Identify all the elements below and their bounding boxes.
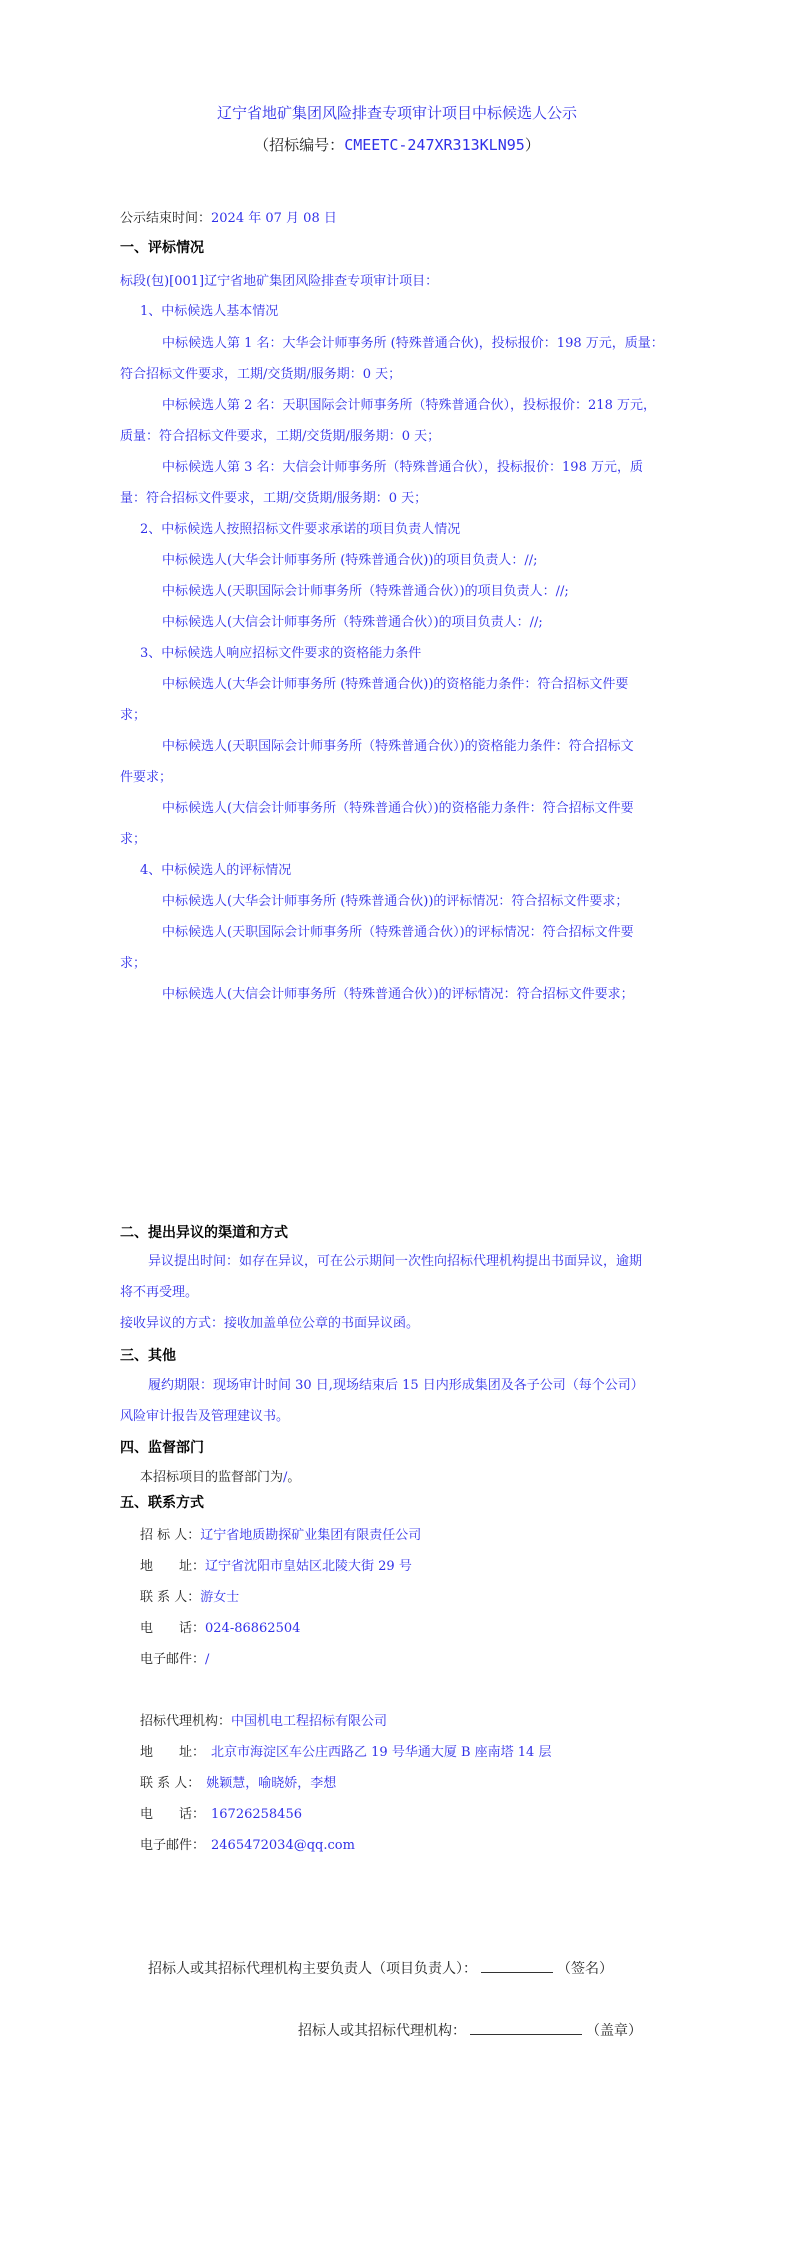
section-5-heading: 五、联系方式 (120, 1495, 204, 1511)
tender-code (0, 134, 794, 155)
section-1-heading: 一、评标情况 (120, 240, 204, 256)
agency-contact-value: 姚颖慧，喻晓娇，李想 (206, 1776, 337, 1791)
candidate-2-line-1: 中标候选人第 2 名：天职国际会计师事务所（特殊普通合伙），投标报价：218 万元， (162, 398, 656, 413)
agency-contact-label: 联 系 人： (140, 1776, 201, 1791)
evaluation-3: 中标候选人(大信会计师事务所（特殊普通合伙）)的评标情况：符合招标文件要求； (162, 987, 634, 1002)
evaluation-1: 中标候选人(大华会计师事务所 (特殊普通合伙))的评标情况：符合招标文件要求； (162, 894, 629, 909)
qualification-1-line-2: 求； (120, 708, 147, 723)
project-lead-3: 中标候选人(大信会计师事务所（特殊普通合伙）)的项目负责人：//; (162, 615, 543, 630)
qualification-2-line-1: 中标候选人(天职国际会计师事务所（特殊普通合伙）)的资格能力条件：符合招标文 (162, 739, 634, 754)
agency-phone-value: 16726258456 (211, 1807, 302, 1822)
agency-email-value: 2465472034@qq.com (211, 1838, 355, 1853)
agency-address-label: 地 址： (140, 1745, 206, 1760)
tenderer-name (140, 1524, 421, 1543)
supervision-value: / (283, 1470, 288, 1485)
tenderer-email-value: / (205, 1652, 210, 1667)
end-time-label: 公示结束时间： (120, 211, 212, 226)
signature-field[interactable] (481, 1958, 553, 1973)
signature-line-responsible (148, 1958, 613, 1978)
candidate-3-line-1: 中标候选人第 3 名：大信会计师事务所（特殊普通合伙），投标报价：198 万元，质 (162, 460, 643, 475)
tender-code-value: CMEETC-247XR313KLN95 (344, 136, 525, 154)
agency-name-label: 招标代理机构： (140, 1714, 232, 1729)
tenderer-contact-label: 联 系 人： (140, 1590, 201, 1605)
lot-title: 标段(包)[001]辽宁省地矿集团风险排查专项审计项目： (120, 274, 439, 289)
sub2-heading: 2、中标候选人按照招标文件要求承诺的项目负责人情况 (140, 522, 461, 537)
candidate-1-line-1: 中标候选人第 1 名：大华会计师事务所 (特殊普通合伙)，投标报价：198 万元，质量： (162, 336, 664, 351)
announcement-end-time (120, 207, 337, 226)
section-2-heading: 二、提出异议的渠道和方式 (120, 1225, 288, 1241)
agency-email (140, 1834, 355, 1853)
sub1-heading: 1、中标候选人基本情况 (140, 304, 279, 319)
sub3-heading: 3、中标候选人响应招标文件要求的资格能力条件 (140, 646, 422, 661)
evaluation-2-line-1: 中标候选人(天职国际会计师事务所（特殊普通合伙）)的评标情况：符合招标文件要 (162, 925, 634, 940)
tender-code-suffix: ） (524, 136, 540, 154)
agency-name (140, 1710, 387, 1729)
tenderer-address (140, 1555, 412, 1574)
agency-phone-label: 电 话： (140, 1807, 206, 1822)
sub4-heading: 4、中标候选人的评标情况 (140, 863, 292, 878)
section-4-heading: 四、监督部门 (120, 1440, 204, 1456)
tenderer-contact (140, 1586, 239, 1605)
tenderer-name-label: 招 标 人： (140, 1528, 201, 1543)
supervision-suffix: 。 (287, 1470, 301, 1485)
tenderer-email-label: 电子邮件： (140, 1652, 206, 1667)
qualification-3-line-2: 求； (120, 832, 147, 847)
tenderer-phone-label: 电 话： (140, 1621, 206, 1636)
candidate-3-line-2: 量：符合招标文件要求，工期/交货期/服务期：0 天； (120, 491, 428, 506)
section-3-heading: 三、其他 (120, 1348, 176, 1364)
agency-phone (140, 1803, 302, 1822)
agency-name-value: 中国机电工程招标有限公司 (231, 1714, 388, 1729)
signature-suffix: （签名） (557, 1961, 613, 1977)
agency-contact (140, 1772, 336, 1791)
qualification-1-line-1: 中标候选人(大华会计师事务所 (特殊普通合伙))的资格能力条件：符合招标文件要 (162, 677, 629, 692)
tenderer-name-value: 辽宁省地质勘探矿业集团有限责任公司 (200, 1528, 422, 1543)
agency-email-label: 电子邮件： (140, 1838, 206, 1853)
candidate-2-line-2: 质量：符合招标文件要求，工期/交货期/服务期：0 天； (120, 429, 441, 444)
tenderer-email (140, 1648, 209, 1667)
project-lead-2: 中标候选人(天职国际会计师事务所（特殊普通合伙）)的项目负责人：//; (162, 584, 569, 599)
objection-time-line-2: 将不再受理。 (120, 1285, 199, 1300)
performance-period-line-1: 履约期限：现场审计时间 30 日,现场结束后 15 日内形成集团及各子公司（每个公司） (148, 1378, 644, 1393)
seal-suffix: （盖章） (586, 2023, 642, 2039)
tenderer-contact-value: 游女士 (200, 1590, 240, 1605)
signature-responsible-label: 招标人或其招标代理机构主要负责人（项目负责人）： (148, 1961, 477, 1977)
tenderer-address-label: 地 址： (140, 1559, 206, 1574)
performance-period-line-2: 风险审计报告及管理建议书。 (120, 1409, 290, 1424)
objection-method: 接收异议的方式：接收加盖单位公章的书面异议函。 (120, 1316, 420, 1331)
seal-agency-label: 招标人或其招标代理机构： (298, 2023, 466, 2039)
qualification-2-line-2: 件要求； (120, 770, 173, 785)
tenderer-phone-value: 024-86862504 (205, 1621, 301, 1636)
supervision-prefix: 本招标项目的监督部门为 (140, 1470, 284, 1485)
objection-time-line-1: 异议提出时间：如存在异议，可在公示期间一次性向招标代理机构提出书面异议，逾期 (148, 1254, 643, 1269)
qualification-3-line-1: 中标候选人(大信会计师事务所（特殊普通合伙）)的资格能力条件：符合招标文件要 (162, 801, 634, 816)
agency-address-value: 北京市海淀区车公庄西路乙 19 号华通大厦 B 座南塔 14 层 (211, 1745, 552, 1760)
project-lead-1: 中标候选人(大华会计师事务所 (特殊普通合伙))的项目负责人：//; (162, 553, 538, 568)
supervision-dept (140, 1466, 300, 1485)
candidate-1-line-2: 符合招标文件要求，工期/交货期/服务期：0 天； (120, 367, 402, 382)
tender-code-prefix: （招标编号： (254, 136, 345, 154)
end-time-value: 2024 年 07 月 08 日 (211, 211, 337, 226)
tenderer-phone (140, 1617, 300, 1636)
evaluation-2-line-2: 求； (120, 956, 147, 971)
seal-line-agency (298, 2020, 642, 2040)
page-title: 辽宁省地矿集团风险排查专项审计项目中标候选人公示 (216, 104, 577, 122)
seal-field[interactable] (470, 2020, 582, 2035)
tenderer-address-value: 辽宁省沈阳市皇姑区北陵大街 29 号 (205, 1559, 412, 1574)
agency-address (140, 1741, 551, 1760)
